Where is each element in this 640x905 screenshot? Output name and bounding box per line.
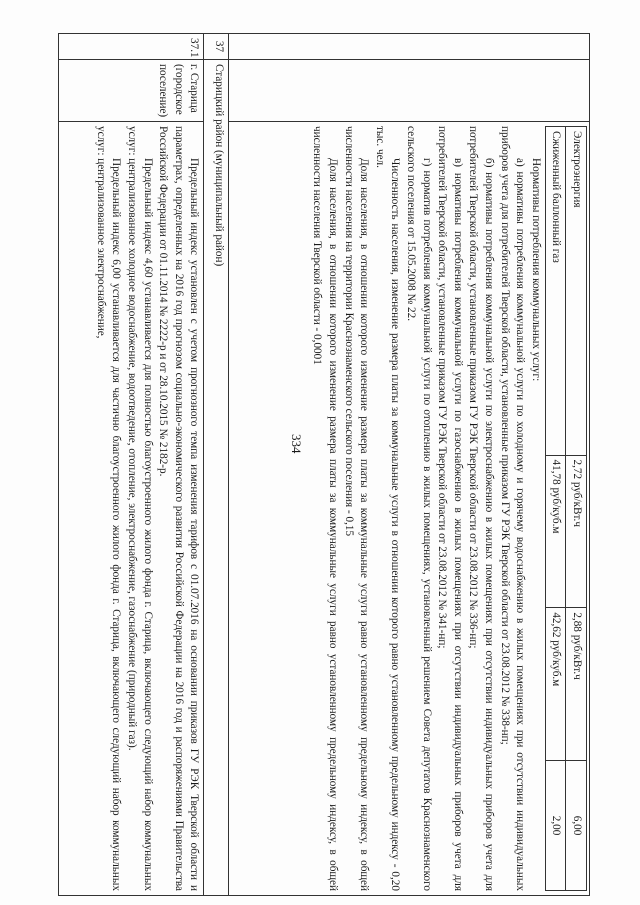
table-row-region <box>204 34 229 896</box>
utility-index: 6,00 <box>566 761 587 891</box>
utility-name: Сжиженный баллонный газ <box>545 127 566 456</box>
utility-value-1: 2,72 руб/кВт.ч <box>566 455 587 608</box>
utility-name: Электроэнергия <box>566 127 587 456</box>
upper-name-cell <box>229 60 590 122</box>
utility-value-1: 41,78 руб/куб.м <box>545 455 566 608</box>
main-table <box>58 33 590 896</box>
utility-index: 2,00 <box>545 761 566 891</box>
upper-content-cell <box>229 122 590 896</box>
paragraph: б) нормативы потребления коммунальной услуги по электроснабжению в жилых помещениях при отсутствии индивидуальных приборов учета для потребителей Тверской области, установленные приказом ГУ РЭК Тверской области от 23.08.2012 № 336-нп; <box>467 126 496 891</box>
paragraph: Численность населения, изменение размера платы за коммунальные услуги в отношении которого равно установленному предельному индексу - 0,20 тыс. чел. <box>373 126 402 891</box>
table-row-upper <box>229 34 590 896</box>
paragraph: Нормативы потребления коммунальных услуг: <box>529 158 542 382</box>
region-number: 37 <box>204 34 229 60</box>
utility-value-2: 42,62 руб/куб.м <box>545 608 566 761</box>
paragraph: Предельный индекс 6,00 устанавливается для частично благоустроенного жилого фонда г. Старица, включающего следующий набор коммунальных услуг: централизованное электроснабжение, <box>94 126 123 891</box>
table-row-settlement <box>59 34 204 896</box>
table-row <box>545 127 566 891</box>
paragraph: в) нормативы потребления коммунальной услуги по газоснабжению в жилых помещениях при отсутствии индивидуальных приборов учета для потребителей Тверской области, установленные приказом ГУ РЭК Тверской области от 23.08.2012 № 341-нп; <box>436 126 464 891</box>
utility-value-2: 2,88 руб/кВт.ч <box>566 608 587 761</box>
paragraph: Предельный индекс установлен с учетом прогнозного темпа изменения тарифов с 01.07.2016 на основании приказов ГУ РЭК Тверской области и параметрах, определенных на 2016 год прогнозом социально-экономического развития Российской Федерации на 2016 год и распоряжениями Правительства Российской Федерации от 01.11.2014 № 2222-р и от 28.10.2015 № 2182-р. <box>157 126 201 891</box>
page-number: 334 <box>289 434 304 454</box>
paragraph: а) нормативы потребления коммунальной услуги по холодному и горячему водоснабжению в жилых помещениях при отсутствии индивидуальных приборов учета для потребителей Тверской области, установленные приказом ГУ РЭК Тверской области от 23.08.2012 № 338-нп; <box>498 126 527 891</box>
table-row <box>566 127 587 891</box>
paragraph: г) норматив потребления коммунальной услуги по отоплению в жилых помещениях, установленный решением Совета депутатов Краснознаменского сельского поселения от 15.05.2008 № 22. <box>405 126 433 891</box>
region-name: Старицкий район (муниципальный район) <box>204 60 229 896</box>
paragraph: Доля населения, в отношении которого изменение размера платы за коммунальные услуги равно установленному предельному индексу, в общей численности населения Тверской области - 0,0001 <box>311 126 340 891</box>
settlement-content-cell <box>59 122 204 896</box>
paragraph: Доля населения, в отношении которого изменение размера платы за коммунальные услуги равно установленному предельному индексу, в общей численности населения на территории Краснознаменского сельского поселения - 0,15 <box>342 126 371 891</box>
settlement-name: г. Старица (городское поселение) <box>59 60 204 122</box>
upper-num-cell <box>229 34 590 60</box>
paragraph: Предельный индекс 4,60 устанавливается для полностью благоустроенного жилого фонда г. Старица, включающего следующий набор коммунальных услуг: централизованное холодное водоснабжение, водоотведение, отопление, электроснабжение, газоснабжение (природный газ). <box>126 126 154 891</box>
settlement-number: 37.1 <box>59 34 204 60</box>
utilities-table <box>545 126 587 891</box>
rotated-table-frame <box>58 33 590 895</box>
